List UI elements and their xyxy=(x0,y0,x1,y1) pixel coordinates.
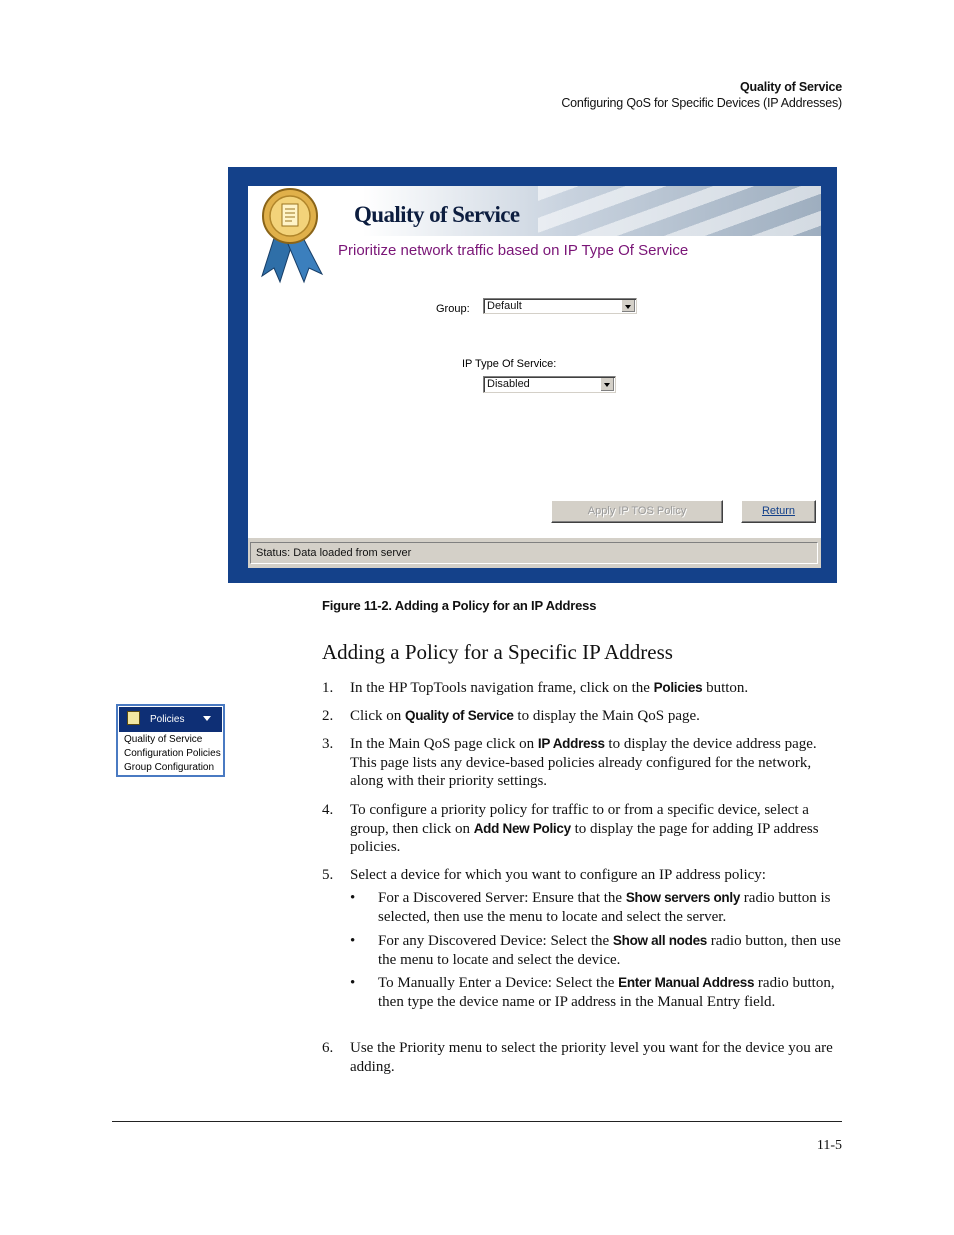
step-text: Select a device for which you want to configure an IP address policy: xyxy=(350,867,766,883)
bullet-mark: • xyxy=(350,890,356,906)
banner-decoration xyxy=(538,186,821,236)
title-banner xyxy=(248,186,821,236)
menu-item-quality-of-service[interactable]: Quality of Service xyxy=(124,734,203,745)
ui-term: Quality of Service xyxy=(405,708,514,723)
page-subtitle: Prioritize network traffic based on IP Type Of Service xyxy=(338,242,689,259)
app-title: Quality of Service xyxy=(354,202,520,227)
step-number: 5. xyxy=(322,867,334,883)
step-number: 1. xyxy=(322,680,334,696)
ui-term: Add New Policy xyxy=(473,820,571,836)
section-heading: Adding a Policy for a Specific IP Address xyxy=(322,640,673,664)
ip-tos-select[interactable] xyxy=(483,376,616,393)
chevron-down-icon[interactable] xyxy=(203,716,211,721)
ui-term: IP Address xyxy=(537,736,605,751)
step-text: To configure a priority policy for traffic to or from a specific device, select a group, then click on Add New Policy to display the page for adding IP address policies. xyxy=(350,802,819,856)
menu-item-configuration-policies[interactable]: Configuration Policies xyxy=(124,748,221,759)
step-number: 4. xyxy=(322,802,334,818)
qos-page xyxy=(248,186,821,568)
policies-menu-screenshot xyxy=(116,704,225,777)
policies-menu-bar[interactable] xyxy=(119,707,222,732)
step-text: In the Main QoS page click on IP Address to display the device address page. This page lists any device-based policies already configured for the network, along with their priority settings. xyxy=(350,736,817,790)
group-select[interactable] xyxy=(483,298,637,314)
award-ribbon-icon xyxy=(254,188,332,288)
ui-term: Policies xyxy=(653,680,703,695)
qos-screenshot-figure xyxy=(228,167,837,583)
bullet-text: For any Discovered Device: Select the Show all nodes radio button, then use the menu to locate and select the device. xyxy=(378,933,841,968)
ip-tos-label: IP Type Of Service: xyxy=(462,358,557,370)
step-number: 6. xyxy=(322,1040,334,1056)
chevron-down-icon[interactable] xyxy=(600,378,614,391)
running-header-subtitle: Configuring QoS for Specific Devices (IP Addresses) xyxy=(561,96,842,110)
step-text: Use the Priority menu to select the priority level you want for the device you are adding. xyxy=(350,1040,833,1075)
group-label: Group: xyxy=(436,303,470,315)
return-button[interactable] xyxy=(741,500,816,523)
bullet-mark: • xyxy=(350,933,356,949)
figure-caption: Figure 11-2. Adding a Policy for an IP Address xyxy=(322,598,597,613)
footer-divider xyxy=(112,1121,842,1122)
step-text: In the HP TopTools navigation frame, click on the Policies button. xyxy=(350,680,749,696)
bullet-text: To Manually Enter a Device: Select the Enter Manual Address radio button, then type the device name or IP address in the Manual Entry field. xyxy=(378,975,835,1010)
status-bar xyxy=(248,538,821,568)
ui-term: Enter Manual Address xyxy=(618,975,755,990)
bullet-text: For a Discovered Server: Ensure that the Show servers only radio button is selected, then use the menu to locate and select the server. xyxy=(378,890,831,925)
step-text: Click on Quality of Service to display the Main QoS page. xyxy=(350,708,700,724)
group-select-value: Default xyxy=(487,300,522,312)
status-text: Status: Data loaded from server xyxy=(250,542,818,564)
page-number: 11-5 xyxy=(816,1138,842,1153)
ui-term: Show all nodes xyxy=(612,933,707,948)
ip-tos-select-value: Disabled xyxy=(487,378,530,390)
running-header-title: Quality of Service xyxy=(740,80,842,94)
bullet-mark: • xyxy=(350,975,356,991)
return-button-label: Return xyxy=(761,505,796,517)
policies-menu-label: Policies xyxy=(150,714,185,725)
step-number: 2. xyxy=(322,708,334,724)
menu-item-group-configuration[interactable]: Group Configuration xyxy=(124,762,215,773)
chevron-down-icon[interactable] xyxy=(621,300,635,312)
notepad-icon xyxy=(127,711,140,725)
apply-ip-tos-policy-button[interactable]: Apply IP TOS Policy xyxy=(551,500,723,523)
step-number: 3. xyxy=(322,736,334,752)
ui-term: Show servers only xyxy=(625,890,741,905)
